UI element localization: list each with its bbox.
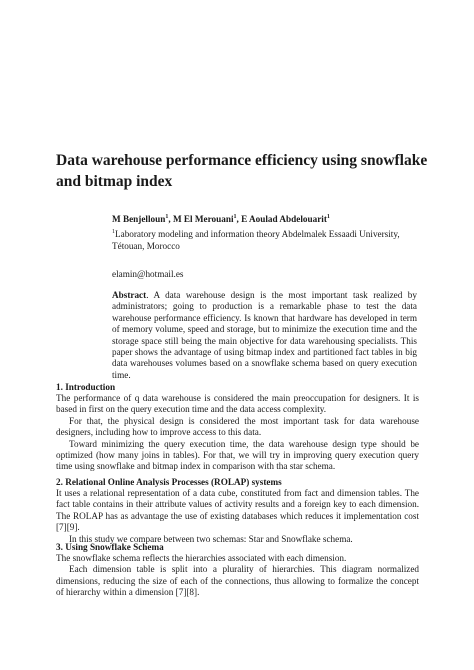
paragraph: For that, the physical design is considered the most important task for data warehouse designers, including how to improve access to this data. [56, 415, 419, 438]
affiliation-marker: 1 [165, 214, 169, 220]
affiliation-line: Laboratory modeling and information theory Abdelmalek Essaadi University, [115, 229, 400, 240]
affiliation [112, 226, 430, 252]
author-name: M El Merouani [172, 214, 234, 225]
author-separator: , [168, 214, 173, 225]
affiliation-marker: 1 [112, 229, 115, 235]
section-heading: 3. Using Snowflake Schema [56, 542, 164, 552]
affiliation-marker: 1 [326, 214, 330, 220]
abstract-text: . A data warehouse design is the most important task realized by administrators; going to production is a remarkable phase to test the data warehouse performance efficiency. Is known that hardware has developed in term of memory volume, speed and storage, but to minimize the execution time and the storage space still being the main objective for data warehousing specialists. This paper shows the advantage of using bitmap index and partitioned fact tables in big data warehouses volumes based on a snowflake schema based on query execution time. [112, 290, 417, 380]
abstract-label: Abstract [112, 290, 147, 300]
author-name: M Benjelloun [112, 214, 166, 225]
paragraph: The performance of q data warehouse is considered the main preoccupation for designers. It is based in first on the query execution time and the data access complexity. [56, 393, 419, 415]
author-list [112, 211, 442, 225]
affiliation-marker: 1 [233, 214, 237, 220]
paragraph: Toward minimizing the query execution time, the data warehouse design type should be optimized (how many joins in tables). For that, we will try in improving query execution query time using snowflake and bitmap index in comparison with tha star schema. [56, 438, 419, 472]
author-email: elamin@hotmail.es [112, 269, 184, 279]
author-separator: , [236, 214, 242, 225]
author-name: E Aoulad Abdelouarit [241, 214, 327, 225]
section-heading: 1. Introduction [56, 382, 116, 392]
abstract [112, 290, 417, 381]
paper-title: Data warehouse performance efficiency using snowflake and bitmap index [56, 152, 428, 190]
section-introduction [56, 381, 419, 473]
paragraph: The snowflake schema reflects the hierarchies associated with each dimension. [56, 553, 347, 563]
section-rolap [56, 476, 419, 545]
section-snowflake [56, 541, 419, 599]
paragraph: In this study we compare between two schemas: Star and Snowflake schema. [69, 533, 353, 544]
paragraph: Each dimension table is split into a plurality of hierarchies. This diagram normalized dimensions, reducing the size of each of the connections, thus allowing to formalize the concept of hierarchy within a dimension [7][8]. [56, 564, 419, 598]
paragraph: It uses a relational representation of a data cube, constituted from fact and dimension tables. The fact table contains in their attribute values of activity results and a foreign key to each dimension. The ROLAP has as advantage the use of existing databases which reduces it implementation cost [7][9]. [56, 488, 419, 533]
section-heading: 2. Relational Online Analysis Processes (ROLAP) systems [56, 477, 282, 487]
affiliation-line: Tétouan, Morocco [112, 241, 180, 252]
